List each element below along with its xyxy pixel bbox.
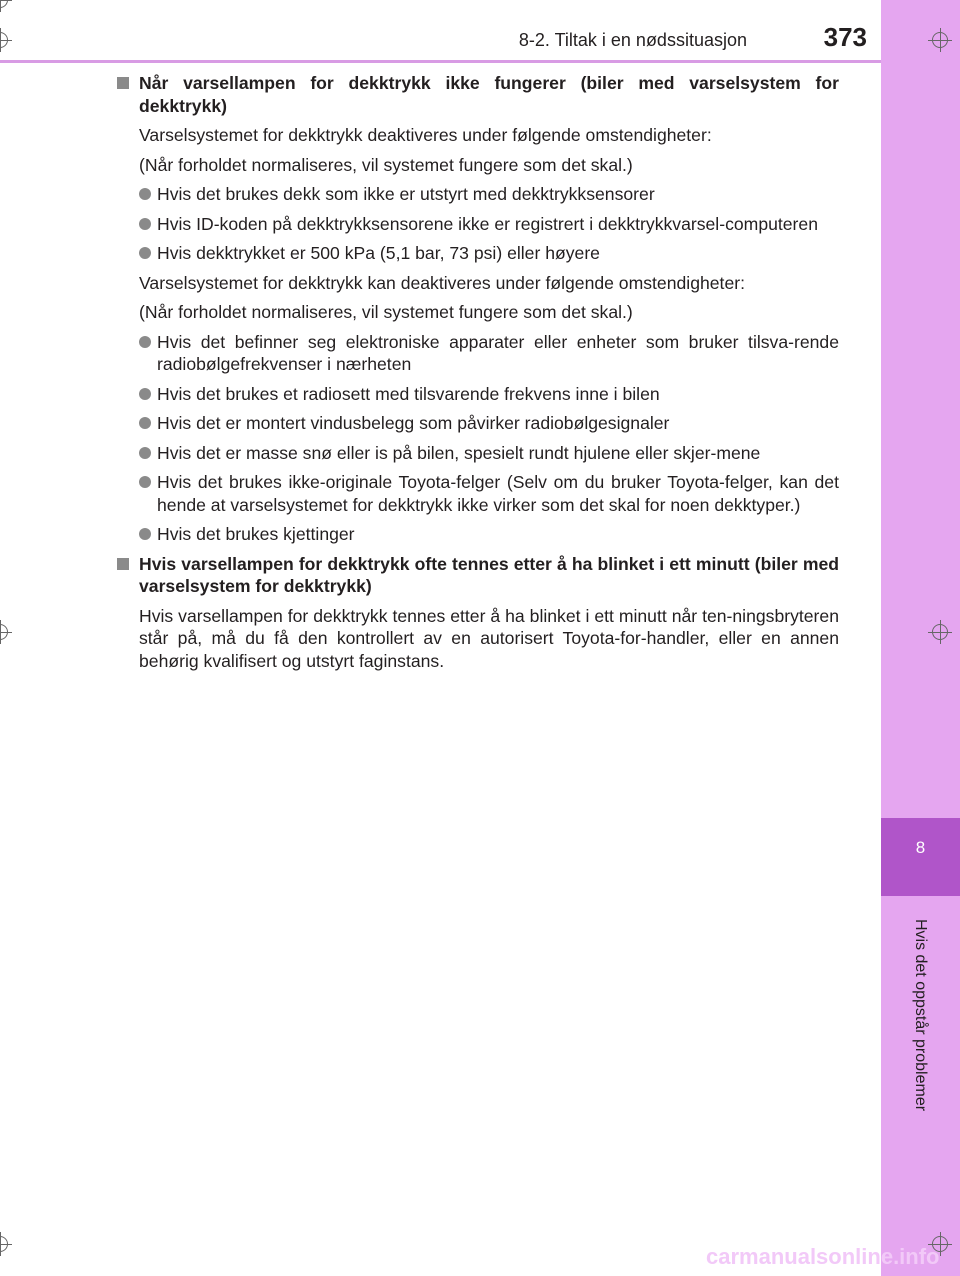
list-item	[117, 471, 839, 516]
paragraph	[117, 124, 839, 147]
paragraph	[117, 272, 839, 295]
crop-mark-icon	[0, 620, 12, 644]
page-number: 373	[823, 22, 867, 52]
text: Hvis det brukes kjettinger	[157, 524, 355, 544]
text: Hvis det er montert vindusbelegg som påvirker radiobølgesignaler	[157, 413, 670, 433]
crop-mark-icon	[928, 28, 952, 52]
text: (Når forholdet normaliseres, vil systemet fungere som det skal.)	[139, 154, 633, 175]
round-bullet-icon	[139, 188, 151, 200]
page-content	[117, 72, 839, 679]
chapter-label: Hvis det oppstår problemer	[912, 918, 929, 1112]
text: Hvis dekktrykket er 500 kPa (5,1 bar, 73 psi) eller høyere	[157, 243, 600, 263]
paragraph	[117, 154, 839, 177]
watermark: carmanualsonline.info	[706, 1244, 940, 1269]
text: Hvis det brukes dekk som ikke er utstyrt med dekktrykksensorer	[157, 184, 655, 204]
text: (Når forholdet normaliseres, vil systemet fungere som det skal.)	[139, 302, 633, 322]
list-item	[117, 523, 839, 546]
paragraph	[117, 605, 839, 673]
chapter-number: 8	[915, 838, 926, 857]
paragraph	[117, 301, 839, 324]
round-bullet-icon	[139, 388, 151, 400]
list-item	[117, 412, 839, 435]
text: Hvis ID-koden på dekktrykksensorene ikke er registrert i dekktrykkvarsel-computeren	[157, 213, 818, 234]
crop-mark-icon	[0, 0, 12, 12]
round-bullet-icon	[139, 447, 151, 459]
section-title: 8-2. Tiltak i en nødssituasjon	[518, 30, 747, 50]
crop-mark-icon	[928, 620, 952, 644]
round-bullet-icon	[139, 247, 151, 259]
text: Hvis det brukes et radiosett med tilsvarende frekvens inne i bilen	[157, 383, 660, 404]
text: Hvis det brukes ikke-originale Toyota-felger (Selv om du bruker Toyota-felger, kan det hende at varselsystemet for dekktrykk ikke virker som det skal for noen dekktyper.)	[157, 472, 839, 515]
round-bullet-icon	[139, 336, 151, 348]
list-item	[117, 213, 839, 236]
square-bullet-icon	[117, 558, 129, 570]
section-heading	[117, 72, 839, 117]
crop-mark-icon	[0, 1232, 12, 1256]
text: Hvis varsellampen for dekktrykk tennes etter å ha blinket i ett minutt når ten-ningsbryteren står på, må du få den kontrollert av en autorisert Toyota-for-handler, eller en annen behørig kvalifisert og utstyrt faginstans.	[139, 605, 839, 671]
section-heading	[117, 553, 839, 598]
round-bullet-icon	[139, 417, 151, 429]
section-heading-text: Hvis varsellampen for dekktrykk ofte tennes etter å ha blinket i ett minutt (biler med varselsystem for dekktrykk)	[139, 553, 839, 596]
list-item	[117, 442, 839, 465]
square-bullet-icon	[117, 77, 129, 89]
header-rule	[0, 60, 881, 63]
crop-mark-icon	[0, 28, 12, 52]
list-item	[117, 383, 839, 406]
text: Hvis det befinner seg elektroniske apparater eller enheter som bruker tilsva-rende radiobølgefrekvenser i nærheten	[157, 331, 839, 374]
list-item	[117, 331, 839, 376]
round-bullet-icon	[139, 528, 151, 540]
text: Varselsystemet for dekktrykk kan deaktiveres under følgende omstendigheter:	[139, 272, 745, 293]
round-bullet-icon	[139, 476, 151, 488]
text: Hvis det er masse snø eller is på bilen, spesielt rundt hjulene eller skjer-mene	[157, 442, 761, 463]
list-item	[117, 183, 839, 206]
list-item	[117, 242, 839, 265]
round-bullet-icon	[139, 218, 151, 230]
section-heading-text: Når varsellampen for dekktrykk ikke fungerer (biler med varselsystem for dekktrykk)	[139, 73, 839, 116]
text: Varselsystemet for dekktrykk deaktiveres under følgende omstendigheter:	[139, 125, 712, 145]
